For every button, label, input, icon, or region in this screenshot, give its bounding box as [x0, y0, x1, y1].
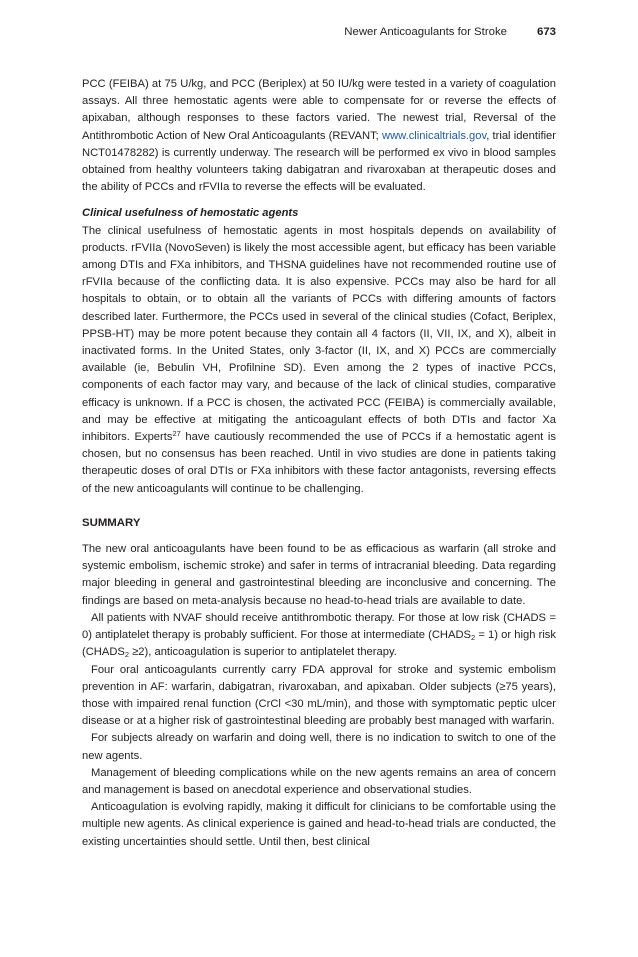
section-heading-summary: SUMMARY	[82, 516, 141, 529]
summary-paragraph-warfarin: For subjects already on warfarin and doing well, there is no indication to switch to one of the new agents.	[82, 732, 556, 762]
summary-paragraph-antithrombotic	[82, 610, 556, 662]
paragraph-text: PCC (FEIBA) at 75 U/kg, and PCC (Beriplex) at 50 IU/kg were tested in a variety of coagulation assays. All three hemostatic agents were able to compensate for or reverse the effects of apixaban, although responses to these factors varied. The newest trial, Reversal of the Antithrombotic Action of New Oral Anticoagulants (REVANT;	[82, 78, 556, 142]
citation-reference[interactable]: 27	[172, 429, 181, 439]
summary-paragraph-evolving: Anticoagulation is evolving rapidly, making it difficult for clinicians to be comfortable using the multiple new agents. As clinical experience is gained and head-to-head trials are conducted, the existing uncertainties should settle. Until then, best clinical	[82, 801, 556, 848]
page-number: 673	[536, 26, 556, 38]
summary-paragraph-fda-approval: Four oral anticoagulants currently carry FDA approval for stroke and systemic embolism prevention in AF: warfarin, dabigatran, rivaroxaban, and apixaban. Older subjects (≥75 years), those with impaired renal function (CrCl <30 mL/min), and those with symptomatic peptic ulcer disease or at a higher risk of gastrointestinal bleeding are probably best managed with warfarin.	[82, 663, 556, 728]
clinicaltrials-link[interactable]: www.clinicaltrials.gov	[381, 129, 487, 142]
subscript: 2	[471, 633, 476, 643]
paragraph-revant-trial	[82, 76, 556, 196]
page-body	[82, 76, 556, 851]
running-header	[82, 26, 556, 44]
paragraph-text: ≥2), anticoagulation is superior to antiplatelet therapy.	[129, 646, 397, 659]
paragraph-text: = 1) or high risk (CHADS	[82, 629, 556, 659]
summary-paragraph-bleeding: Management of bleeding complications while on the new agents remains an area of concern and management is based on anecdotal experience and observational studies.	[82, 766, 556, 796]
paragraph-clinical-usefulness	[82, 223, 556, 498]
subsection-heading: Clinical usefulness of hemostatic agents	[82, 207, 299, 220]
paragraph-text: The clinical usefulness of hemostatic agents in most hospitals depends on availability of products. rFVIIa (NovoSeven) is likely the most accessible agent, but efficacy has been variable among DTIs and FXa inhibitors, and THSNA guidelines have not recommended routine use of rFVIIa because of the conflicting data. It is also expensive. PCCs may also be hard for all hospitals to obtain, or to obtain all the variants of PCCs with differing amounts of factors described later. Furthermore, the PCCs used in several of the clinical studies (Cofact, Beriplex, PPSB-HT) may be more potent because they contain all 4 factors (II, VII, IX, and X), albeit in inactivated forms. In the United States, only 3-factor (II, IX, and X) PCCs are commercially available (ie, Bebulin VH, Profilnine SD). Even among the 2 types of inactive PCCs, components of each factor may vary, and because of the lack of clinical studies, comparative efficacy is unknown. If a PCC is chosen, the activated PCC (FEIBA) is commercially available, and may be effective at mitigating the anticoagulant effects of both DTIs and factor Xa inhibitors. Experts	[82, 224, 556, 444]
running-title: Newer Anticoagulants for Stroke	[344, 26, 507, 38]
paragraph-text: , trial identifier NCT01478282) is currently underway. The research will be performed ex vivo in blood samples obtained from healthy volunteers taking dabigatran and rivaroxaban at therapeutic doses and the ability of PCCs and rFVIIa to reverse the effects will be evaluated.	[82, 129, 557, 194]
summary-paragraph-efficacy: The new oral anticoagulants have been found to be as efficacious as warfarin (all stroke and systemic embolism, ischemic stroke) and safer in terms of intracranial bleeding. Data regarding major bleeding in general and gastrointestinal bleeding are inconclusive and concerning. The findings are based on meta-analysis because no head-to-head trials are available to date.	[82, 543, 556, 607]
paragraph-text: have cautiously recommended the use of PCCs if a hemostatic agent is chosen, but no consensus has been reached. Until in vivo studies are done in patients taking therapeutic doses of oral DTIs or FXa inhibitors with these factor antagonists, reversing effects of the new anticoagulants will continue to be challenging.	[82, 431, 556, 495]
paragraph-text: All patients with NVAF should receive antithrombotic therapy. For those at low risk (CHADS = 0) antiplatelet therapy is probably sufficient. For those at intermediate (CHADS	[82, 611, 556, 642]
subscript: 2	[124, 650, 130, 660]
